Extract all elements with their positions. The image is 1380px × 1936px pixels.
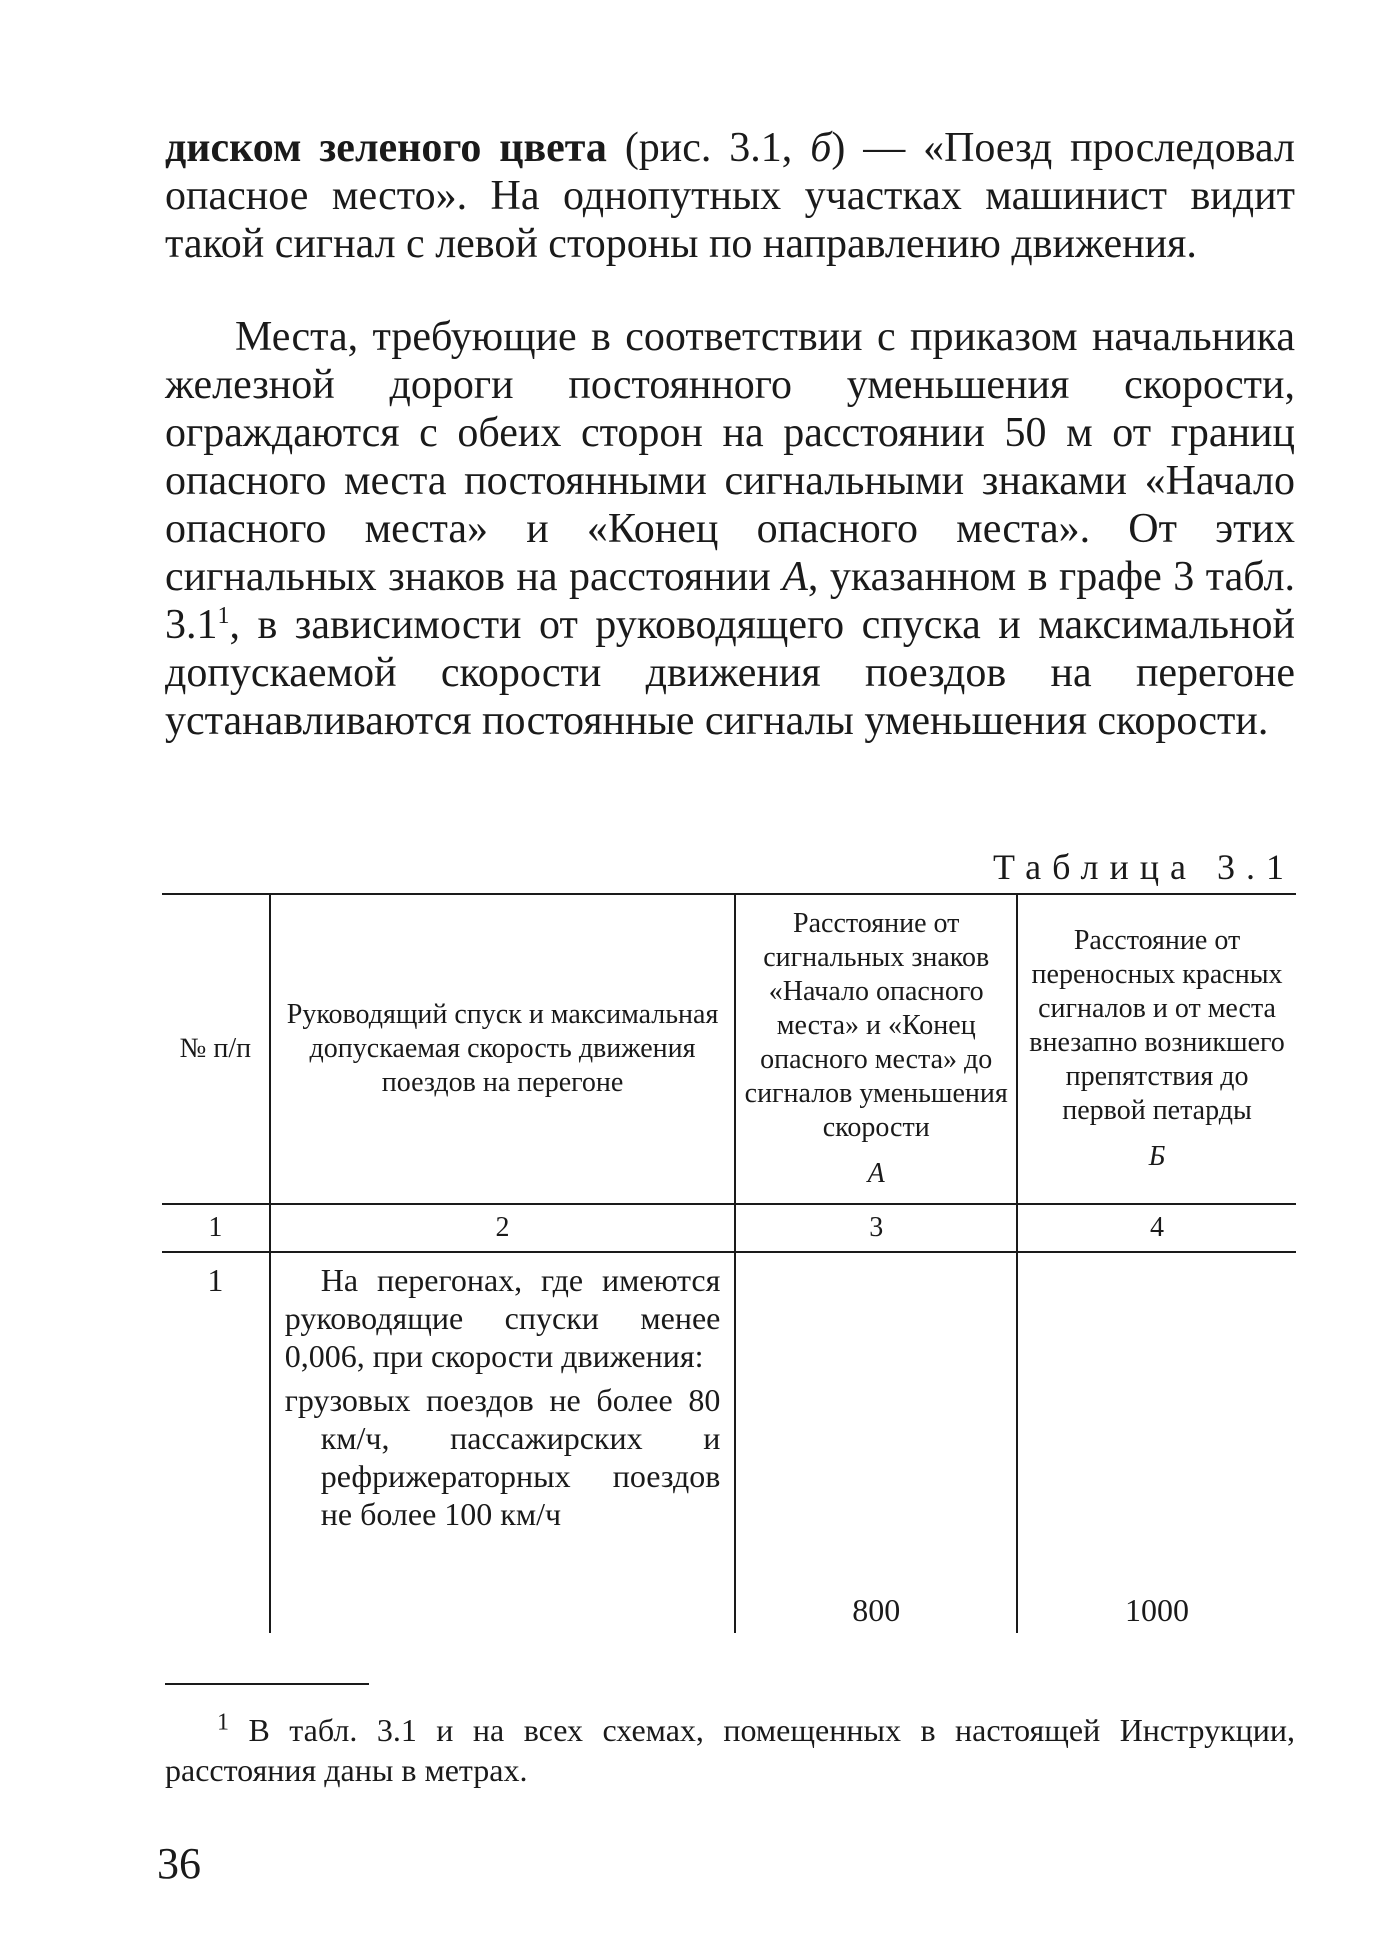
column-number-1: 1	[162, 1204, 270, 1252]
column-number-4: 4	[1017, 1204, 1296, 1252]
column-number-row	[162, 1204, 1296, 1252]
column-number-2: 2	[270, 1204, 736, 1252]
footnote	[165, 1710, 1295, 1790]
page-number: 36	[157, 1839, 201, 1888]
bold-lead-text: диском зеленого цвета	[165, 125, 607, 171]
footnote-mark: 1	[217, 603, 230, 629]
header-number: № п/п	[162, 894, 270, 1204]
table-caption: Таблица 3.1	[993, 847, 1295, 887]
table-header-row	[162, 894, 1296, 1204]
variable-a: А	[782, 554, 808, 600]
row-subcondition: грузовых поездов не более 80 км/ч, пассажирских и рефрижераторных поездов не более 100 км/ч	[284, 1382, 721, 1532]
figure-ref-letter: б	[810, 125, 832, 171]
header-letter-b: Б	[1148, 1141, 1166, 1172]
row-distance-a: 800	[735, 1252, 1017, 1633]
paragraph-2	[165, 313, 1295, 745]
row-condition: На перегонах, где имеются руководящие спуски менее 0,006, при скорости движения:	[284, 1262, 721, 1374]
column-number-3: 3	[735, 1204, 1017, 1252]
footnote-number: 1	[217, 1709, 229, 1736]
paragraph-1	[165, 124, 1295, 268]
paragraph-1-body: ) — «Поезд проследовал опасное место». На однопутных участках машинист видит такой сигнал с левой стороны по направлению движения.	[165, 125, 1295, 267]
table-row	[162, 1252, 1296, 1633]
paragraph-2-end: , в зависимости от руководящего спуска и максимальной допускаемой скорости движения поездов на перегоне устанавливаются постоянные сигналы уменьшения скорости.	[165, 602, 1295, 744]
paragraph-2-mid: , указанном в графе 3 табл. 3.1	[165, 554, 1295, 648]
header-distance-a	[735, 894, 1017, 1204]
header-distance-b	[1017, 894, 1296, 1204]
header-distance-b-text: Расстояние от переносных красных сигналов и от места внезапно возникшего препятствия до первой петарды	[1029, 925, 1285, 1126]
row-number: 1	[207, 1262, 224, 1298]
footnote-text: В табл. 3.1 и на всех схемах, помещенных в настоящей Инструкции, расстояния даны в метрах.	[165, 1712, 1295, 1788]
header-distance-a-text: Расстояние от сигнальных знаков «Начало опасного места» и «Конец опасного места» до сигналов уменьшения скорости	[744, 908, 1008, 1143]
row-distance-b: 1000	[1017, 1252, 1296, 1633]
distance-table	[162, 893, 1296, 1633]
row-condition-cell	[270, 1252, 736, 1633]
paragraph-1-ref-open: (рис. 3.1,	[606, 125, 811, 171]
paragraph-2-start: Места, требующие в соответствии с приказом начальника железной дороги постоянного уменьшения скорости, ограждаются с обеих сторон на расстоянии 50 м от границ опасного места постоянными сигнальными знаками «Начало опасного места» и «Конец опасного места». От этих сигнальных знаков на расстоянии	[165, 314, 1295, 600]
footnote-divider	[165, 1683, 369, 1685]
header-letter-a: А	[867, 1158, 885, 1189]
header-descent-speed: Руководящий спуск и максимальная допускаемая скорость движения поездов на перегоне	[270, 894, 736, 1204]
